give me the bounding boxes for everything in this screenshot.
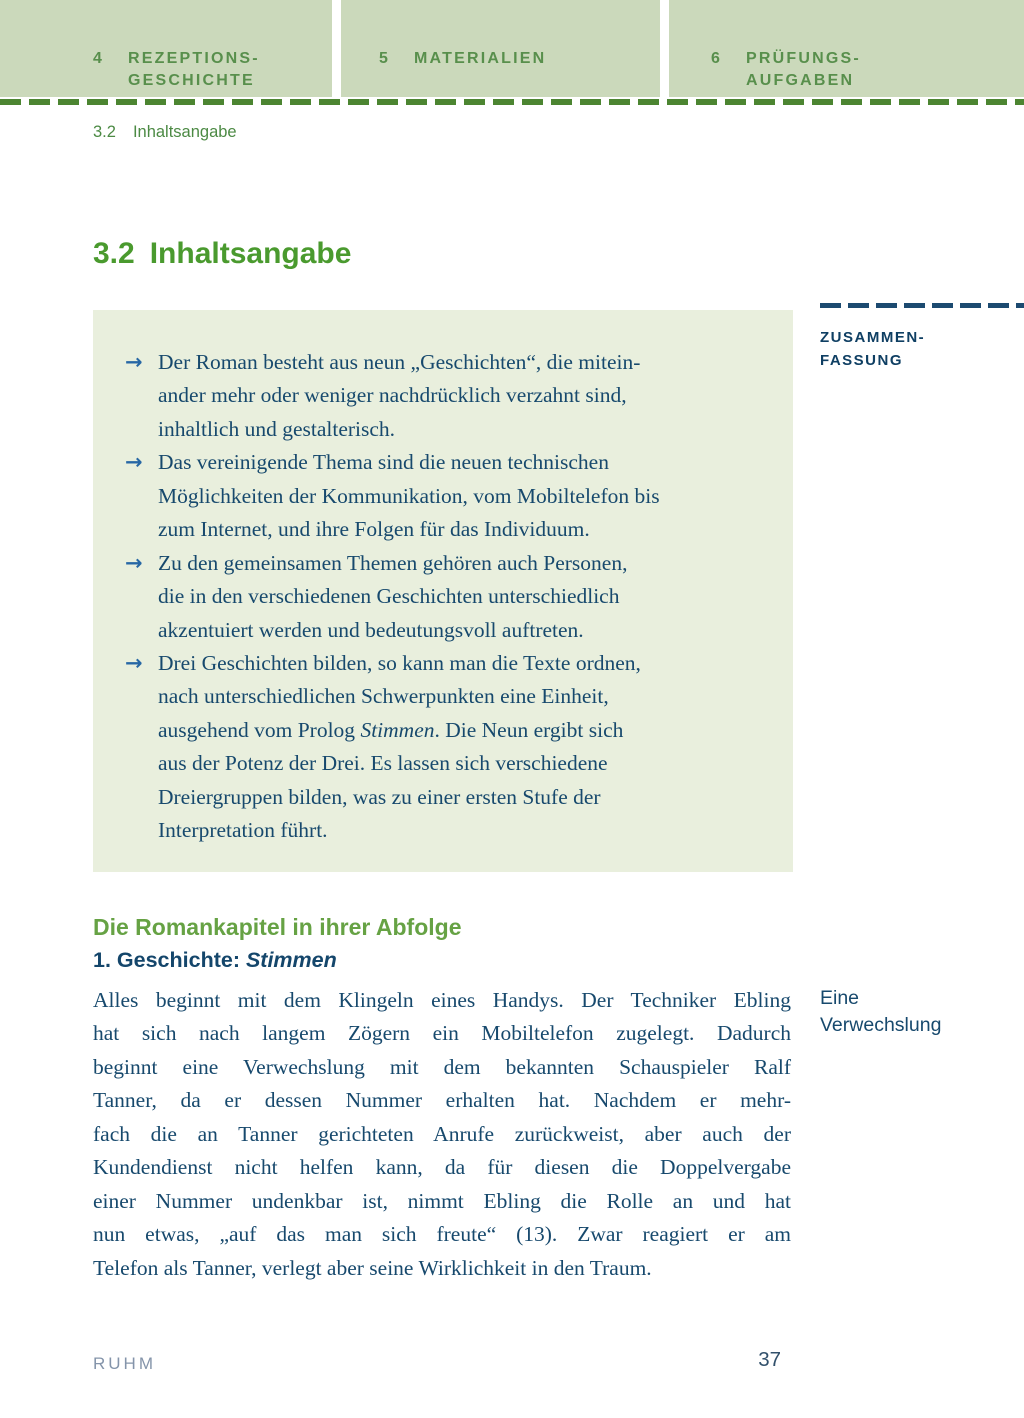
summary-bullet (125, 547, 775, 647)
arrow-bullet-icon: → (125, 350, 143, 374)
tab-number: 6 (711, 50, 722, 67)
summary-bullet (125, 346, 775, 446)
paragraph-line: Kundendienst nicht helfen kann, da für diesen die Doppelvergabe (93, 1155, 791, 1180)
tab-label: MATERIALIEN (414, 50, 547, 67)
paragraph-line: Tanner, da er dessen Nummer erhalten hat. Nachdem er mehr- (93, 1088, 791, 1113)
tab-label: PRÜFUNGS- AUFGABEN (746, 50, 861, 89)
bullet-line: akzentuiert werden und bedeutungsvoll auftreten. (158, 617, 584, 642)
bullet-line: Das vereinigende Thema sind die neuen technischen (158, 450, 609, 475)
bullet-text (158, 547, 775, 647)
story-heading: 1. Geschichte: Stimmen (93, 948, 337, 972)
paragraph-line: einer Nummer undenkbar ist, nimmt Ebling die Rolle an und hat (93, 1188, 791, 1213)
bullet-line: Möglichkeiten der Kommunikation, vom Mobiltelefon bis (158, 483, 660, 508)
bullet-line: ausgehend vom Prolog Stimmen. Die Neun ergibt sich (158, 717, 624, 742)
page-title-number: 3.2 (93, 237, 135, 270)
breadcrumb-label: Inhaltsangabe (132, 123, 237, 141)
summary-bullet (125, 446, 775, 546)
paragraph-line: Telefon als Tanner, verlegt aber seine Wirklichkeit in den Traum. (93, 1255, 652, 1280)
bullet-line: ander mehr oder weniger nachdrücklich verzahnt sind, (158, 383, 627, 408)
italic-story-title: Stimmen (245, 948, 337, 972)
bullet-line: inhaltlich und gestalterisch. (158, 416, 396, 441)
paragraph-line: beginnt eine Verwechslung mit dem bekannten Schauspieler Ralf (93, 1054, 791, 1079)
bullet-line: die in den verschiedenen Geschichten unterschiedlich (158, 584, 620, 609)
bullet-text (158, 446, 775, 546)
bullet-line: zum Internet, und ihre Folgen für das Individuum. (158, 517, 590, 542)
arrow-bullet-icon: → (125, 550, 143, 575)
tab-number: 4 (93, 50, 104, 67)
tab-materialien (341, 0, 660, 97)
page-number: 37 (758, 1348, 781, 1371)
paragraph-line: Alles beginnt mit dem Klingeln eines Handys. Der Techniker Ebling (93, 988, 791, 1012)
arrow-bullet-icon: → (125, 650, 143, 675)
margin-label-zusammenfassung: ZUSAMMEN- FASSUNG (820, 329, 926, 369)
bullet-line: Interpretation führt. (158, 818, 328, 843)
breadcrumb-number: 3.2 (93, 123, 116, 141)
summary-box (93, 310, 793, 872)
italic-novel-title: Stimmen (360, 717, 435, 742)
breadcrumb (93, 122, 237, 142)
footer-book-title: RUHM (93, 1354, 156, 1373)
paragraph-line: nun etwas, „auf das man sich freute“ (13). Zwar reagiert er am (93, 1222, 791, 1247)
bullet-line: Drei Geschichten bilden, so kann man die Texte ordnen, (158, 650, 641, 675)
chapter-tab-bar (0, 0, 1024, 97)
arrow-bullet-icon: → (125, 450, 143, 475)
dashed-divider-green (0, 99, 1024, 105)
bullet-line: aus der Potenz der Drei. Es lassen sich verschiedene (158, 751, 608, 776)
tab-number: 5 (379, 50, 390, 67)
paragraph-line: fach die an Tanner gerichteten Anrufe zurückweist, aber auch der (93, 1121, 791, 1146)
tab-label: REZEPTIONS- GESCHICHTE (128, 50, 260, 89)
bullet-text (158, 647, 775, 848)
section-heading: Die Romankapitel in ihrer Abfolge (93, 914, 462, 940)
paragraph-line: hat sich nach langem Zögern ein Mobiltelefon zugelegt. Dadurch (93, 1021, 791, 1046)
dashed-divider-navy (820, 303, 1024, 308)
page-title (93, 237, 351, 271)
page-title-label: Inhaltsangabe (149, 237, 352, 270)
bullet-line: Zu den gemeinsamen Themen gehören auch Personen, (158, 550, 628, 575)
bullet-line: nach unterschiedlichen Schwerpunkten eine Einheit, (158, 684, 609, 709)
story-paragraph (93, 984, 791, 1285)
tab-rezeptionsgeschichte (0, 0, 332, 97)
margin-note-verwechslung: Eine Verwechslung (820, 987, 942, 1036)
bullet-text (158, 346, 775, 446)
bullet-line: Dreiergruppen bilden, was zu einer ersten Stufe der (158, 784, 601, 809)
bullet-line: Der Roman besteht aus neun „Geschichten“, die mitein- (158, 350, 641, 374)
summary-bullet (125, 647, 775, 848)
tab-pruefungsaufgaben (669, 0, 1024, 97)
